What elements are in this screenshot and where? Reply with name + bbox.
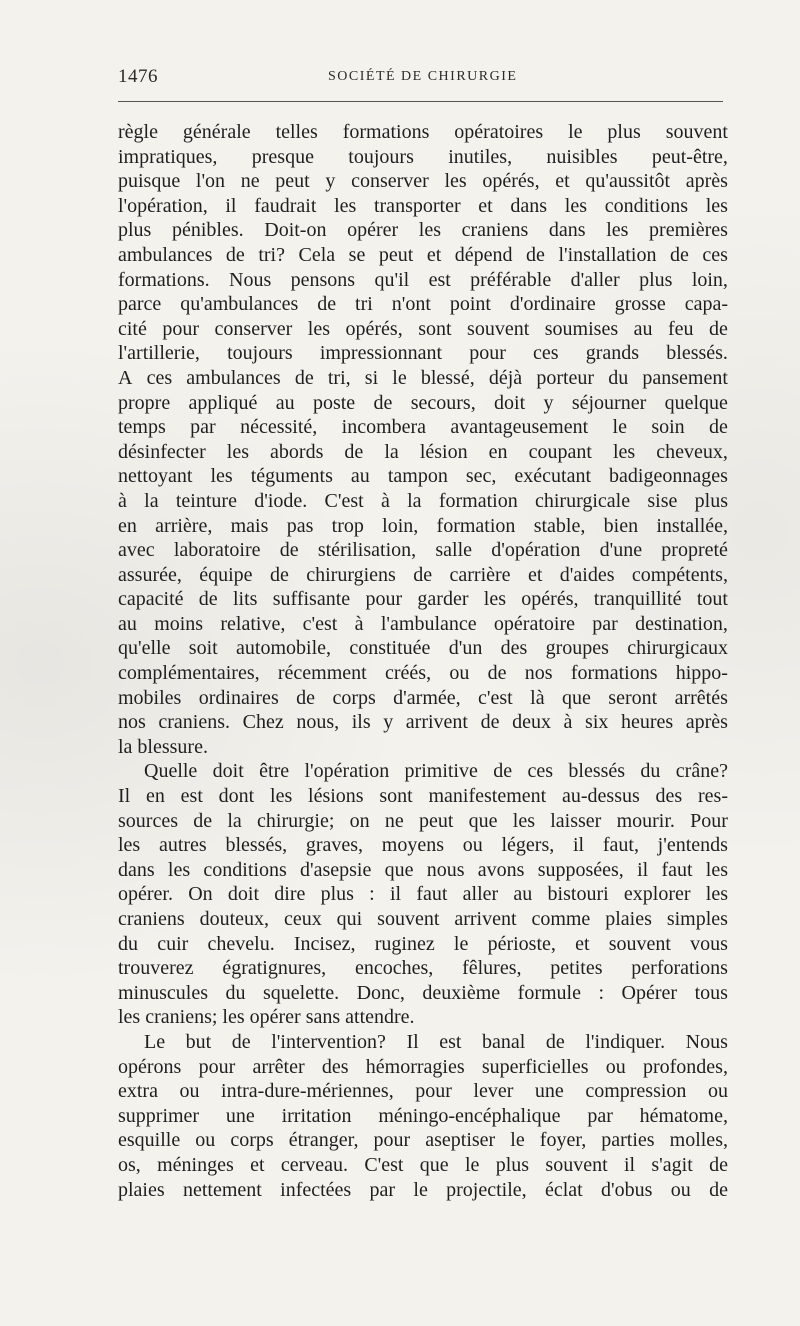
text-line: Le but de l'intervention? Il est banal de l'indiquer. Nous (144, 1030, 728, 1053)
text-line: plus pénibles. Doit-on opérer les craniens dans les premières (118, 219, 728, 242)
text-line: qu'elle soit automobile, constituée d'un des groupes chirurgicaux (118, 637, 728, 660)
running-title: SOCIÉTÉ DE CHIRURGIE (328, 69, 518, 84)
text-line: l'artillerie, toujours impressionnant pour ces grands blessés. (118, 342, 728, 365)
text-line: craniens douteux, ceux qui souvent arrivent comme plaies simples (118, 908, 728, 930)
page-number: 1476 (118, 66, 158, 87)
text-line: au moins relative, c'est à l'ambulance opératoire par destination, (118, 612, 728, 635)
text-line: avec laboratoire de stérilisation, salle d'opération d'une propreté (118, 539, 728, 562)
paragraph (118, 120, 728, 759)
text-line: minuscules du squelette. Donc, deuxième formule : Opérer tous (118, 981, 728, 1004)
header-rule (118, 101, 723, 102)
text-line: esquille ou corps étranger, pour aseptiser le foyer, parties molles, (118, 1129, 728, 1152)
text-line: la blessure. (118, 735, 208, 758)
text-line: complémentaires, récemment créés, ou de nos formations hippo- (118, 662, 728, 685)
text-line: propre appliqué au poste de secours, doit y séjourner quelque (118, 391, 728, 414)
text-line: sources de la chirurgie; on ne peut que les laisser mourir. Pour (118, 809, 728, 832)
text-line: assurée, équipe de chirurgiens de carrière et d'aides compétents, (118, 563, 728, 586)
text-line: dans les conditions d'asepsie que nous avons supposées, il faut les (118, 858, 728, 881)
text-line: les autres blessés, graves, moyens ou légers, il faut, j'entends (118, 834, 728, 857)
text-line: l'opération, il faudrait les transporter et dans les conditions les (118, 194, 728, 217)
text-line: mobiles ordinaires de corps d'armée, c'est là que seront arrêtés (118, 686, 728, 709)
paragraph (118, 1030, 728, 1202)
text-line: Quelle doit être l'opération primitive de ces blessés du crâne? (144, 760, 728, 783)
text-line: os, méninges et cerveau. C'est que le plus souvent il s'agit de (118, 1153, 728, 1176)
text-line: du cuir chevelu. Incisez, ruginez le périoste, et souvent vous (118, 932, 728, 955)
text-line: les craniens; les opérer sans attendre. (118, 1006, 415, 1029)
text-line: en arrière, mais pas trop loin, formation stable, bien installée, (118, 514, 728, 537)
paragraph (118, 759, 728, 1030)
text-line: règle générale telles formations opératoires le plus souvent (118, 121, 728, 143)
text-line: trouverez égratignures, encoches, fêlures, petites perforations (118, 957, 728, 980)
text-line: temps par nécessité, incombera avantageusement le soin de (118, 416, 728, 439)
text-line: formations. Nous pensons qu'il est préférable d'aller plus loin, (118, 268, 728, 291)
text-line: désinfecter les abords de la lésion en coupant les cheveux, (118, 440, 728, 463)
text-line: puisque l'on ne peut y conserver les opérés, et qu'aussitôt après (118, 170, 728, 193)
text-line: supprimer une irritation méningo-encéphalique par hématome, (118, 1104, 728, 1127)
text-line: plaies nettement infectées par le projectile, éclat d'obus ou de (118, 1178, 728, 1201)
text-line: A ces ambulances de tri, si le blessé, déjà porteur du pansement (118, 366, 728, 389)
text-line: Il en est dont les lésions sont manifestement au-dessus des res- (118, 785, 728, 808)
text-line: opérer. On doit dire plus : il faut aller au bistouri explorer les (118, 883, 728, 906)
text-line: impratiques, presque toujours inutiles, nuisibles peut-être, (118, 145, 728, 168)
text-line: nettoyant les téguments au tampon sec, exécutant badigeonnages (118, 465, 728, 488)
text-line: parce qu'ambulances de tri n'ont point d'ordinaire grosse capa- (118, 293, 728, 316)
text-line: capacité de lits suffisante pour garder les opérés, tranquillité tout (118, 588, 728, 611)
text-line: cité pour conserver les opérés, sont souvent soumises au feu de (118, 317, 728, 340)
text-line: extra ou intra-dure-mériennes, pour lever une compression ou (118, 1080, 728, 1103)
text-line: opérons pour arrêter des hémorragies superficielles ou profondes, (118, 1055, 728, 1078)
page-header (118, 66, 723, 88)
text-line: à la teinture d'iode. C'est à la formation chirurgicale sise plus (118, 489, 728, 512)
text-line: ambulances de tri? Cela se peut et dépend de l'installation de ces (118, 243, 728, 266)
text-line: nos craniens. Chez nous, ils y arrivent de deux à six heures après (118, 711, 728, 734)
body-text (118, 120, 728, 1202)
